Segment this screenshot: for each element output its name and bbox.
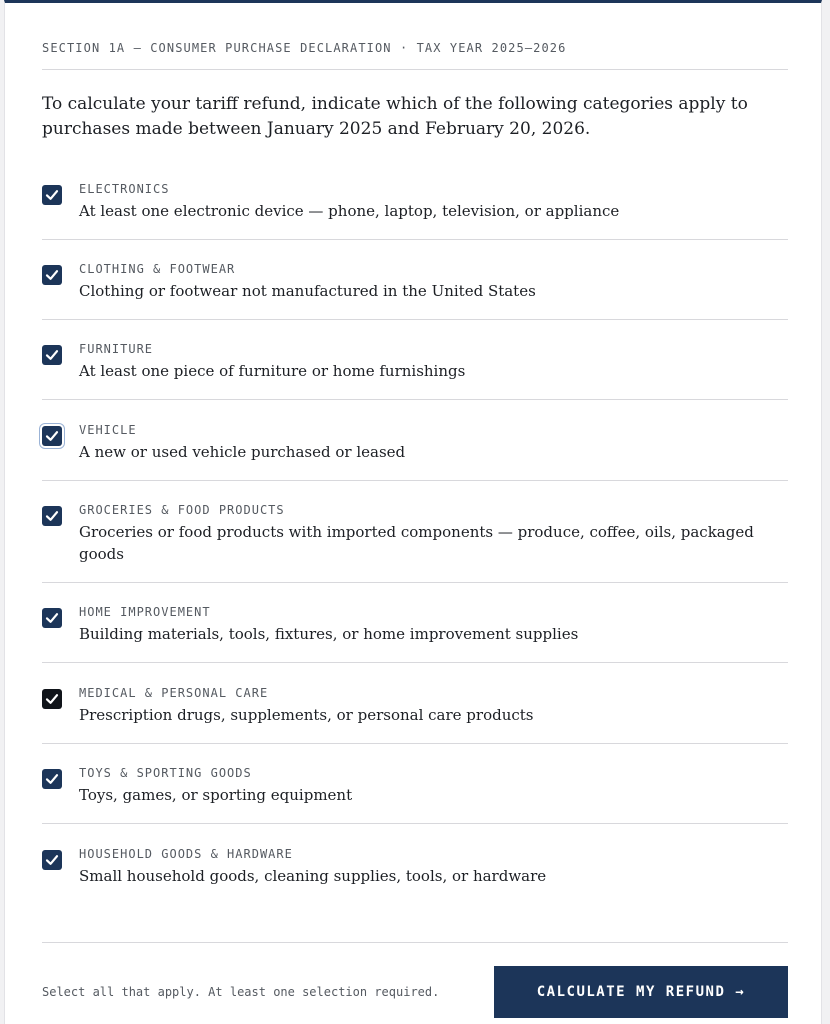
checkmark-icon — [45, 429, 59, 443]
checkmark-icon — [45, 509, 59, 523]
divider — [42, 399, 788, 400]
category-label: VEHICLE — [79, 423, 137, 437]
calculate-refund-button[interactable]: CALCULATE MY REFUND → — [494, 966, 788, 1018]
household-goods-hardware-checkbox[interactable] — [42, 850, 62, 870]
category-description: Groceries or food products with imported components — produce, coffee, oils, packaged goods — [79, 523, 754, 563]
section-label: SECTION 1A — CONSUMER PURCHASE DECLARATION · TAX YEAR 2025–2026 — [42, 41, 567, 55]
divider — [42, 662, 788, 663]
category-label: CLOTHING & FOOTWEAR — [79, 262, 236, 276]
category-description: A new or used vehicle purchased or leased — [79, 443, 406, 461]
checkmark-icon — [45, 268, 59, 282]
divider — [42, 69, 788, 70]
category-description: Toys, games, or sporting equipment — [79, 786, 353, 804]
vehicle-checkbox[interactable] — [42, 426, 62, 446]
toys-sporting-goods-checkbox[interactable] — [42, 769, 62, 789]
medical-personal-care-checkbox[interactable] — [42, 689, 62, 709]
category-label: FURNITURE — [79, 342, 154, 356]
category-label: GROCERIES & FOOD PRODUCTS — [79, 503, 285, 517]
divider — [42, 743, 788, 744]
checkmark-icon — [45, 348, 59, 362]
declaration-form-card — [4, 0, 822, 1024]
selection-hint: Select all that apply. At least one selection required. — [42, 985, 440, 999]
clothing-footwear-checkbox[interactable] — [42, 265, 62, 285]
intro-text: To calculate your tariff refund, indicate which of the following categories apply to purchases made between January 2025 and February 20, 2026. — [42, 94, 748, 139]
furniture-checkbox[interactable] — [42, 345, 62, 365]
divider — [42, 319, 788, 320]
category-label: HOME IMPROVEMENT — [79, 605, 211, 619]
category-label: TOYS & SPORTING GOODS — [79, 766, 252, 780]
category-label: MEDICAL & PERSONAL CARE — [79, 686, 269, 700]
category-description: At least one piece of furniture or home furnishings — [79, 362, 466, 380]
category-description: Small household goods, cleaning supplies, tools, or hardware — [79, 867, 547, 885]
checkmark-icon — [45, 853, 59, 867]
checkmark-icon — [45, 772, 59, 786]
divider — [42, 239, 788, 240]
checkmark-icon — [45, 188, 59, 202]
category-description: At least one electronic device — phone, laptop, television, or appliance — [79, 202, 620, 220]
category-description: Building materials, tools, fixtures, or home improvement supplies — [79, 625, 579, 643]
category-label: ELECTRONICS — [79, 182, 170, 196]
divider — [42, 582, 788, 583]
divider — [42, 480, 788, 481]
category-description: Clothing or footwear not manufactured in the United States — [79, 282, 536, 300]
home-improvement-checkbox[interactable] — [42, 608, 62, 628]
category-label: HOUSEHOLD GOODS & HARDWARE — [79, 847, 293, 861]
divider — [42, 942, 788, 943]
checkmark-icon — [45, 692, 59, 706]
checkmark-icon — [45, 611, 59, 625]
electronics-checkbox[interactable] — [42, 185, 62, 205]
divider — [42, 823, 788, 824]
category-description: Prescription drugs, supplements, or personal care products — [79, 706, 534, 724]
groceries-food-checkbox[interactable] — [42, 506, 62, 526]
